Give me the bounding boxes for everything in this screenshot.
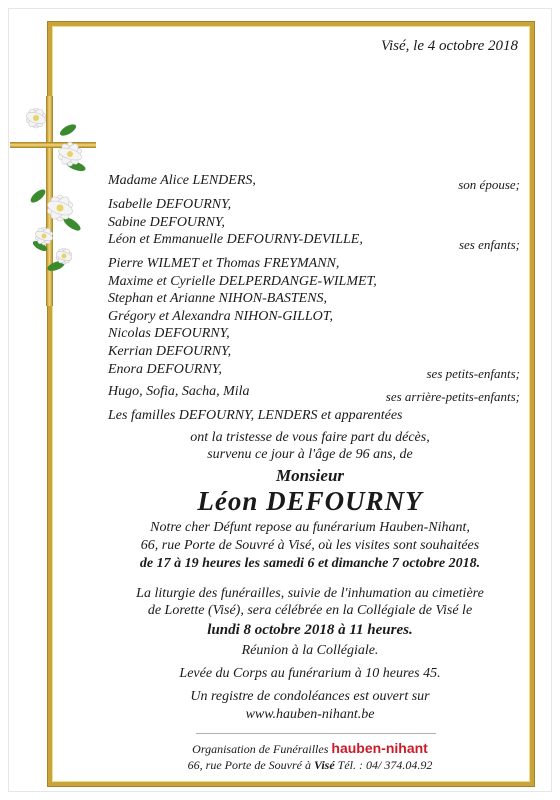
grandchild-name: Pierre WILMET et Thomas FREYMANN,: [108, 256, 340, 271]
cross-with-flowers-icon: [10, 96, 100, 306]
grandchild-name: Stephan et Arianne NIHON-BASTENS,: [108, 291, 328, 307]
child-name: Léon et Emmanuelle DEFOURNY-DEVILLE,: [108, 232, 363, 248]
liturgy-line-2: de Lorette (Visé), sera célébrée en la Collégiale de Visé le: [147, 603, 473, 618]
registry-website-link[interactable]: www.hauben-nihant.be: [245, 707, 375, 722]
announcement-line-2: survenu ce jour à l'âge de 96 ans, de: [207, 447, 413, 462]
grandchildren-list: [108, 255, 377, 378]
great-grandchildren: Hugo, Sofia, Sacha, Mila: [108, 384, 250, 399]
footer-organisation: [30, 740, 560, 757]
levee-line: Levée du Corps au funérarium à 10 heures 45.: [179, 666, 441, 681]
grandchild-name: Nicolas DEFOURNY,: [108, 326, 230, 342]
child-name: Sabine DEFOURNY,: [108, 214, 225, 230]
deceased-name: Léon DEFOURNY: [197, 486, 423, 516]
child-name: Isabelle DEFOURNY,: [108, 197, 232, 212]
great-grandchildren-role: ses arrière-petits-enfants;: [385, 389, 520, 404]
footer-phone: Tél. : 04/ 374.04.92: [337, 758, 433, 772]
liturgy-line-1: La liturgie des funérailles, suivie de l'inhumation au cimetière: [136, 586, 484, 601]
ceremony-datetime: lundi 8 octobre 2018 à 11 heures.: [207, 622, 413, 638]
honorific: Monsieur: [275, 466, 345, 485]
grandchild-name: Maxime et Cyrielle DELPERDANGE-WILMET,: [108, 273, 377, 289]
grandchildren-role: ses petits-enfants;: [426, 366, 520, 381]
meeting-line: Réunion à la Collégiale.: [241, 643, 379, 658]
announcement-line-1: ont la tristesse de vous faire part du décès,: [190, 430, 430, 445]
spouse-name: Madame Alice LENDERS,: [108, 173, 256, 188]
children-role: ses enfants;: [458, 237, 520, 252]
families-line: Les familles DEFOURNY, LENDERS et apparentées: [108, 408, 403, 423]
footer-divider: [196, 733, 436, 734]
brand-logo-text: hauben-nihant: [331, 740, 428, 756]
spouse-role: son épouse;: [458, 177, 520, 192]
grandchild-name: Kerrian DEFOURNY,: [108, 343, 232, 359]
date-line: Visé, le 4 octobre 2018: [380, 38, 518, 54]
children-list: [108, 196, 363, 249]
registry-line-1: Un registre de condoléances est ouvert sur: [190, 689, 430, 704]
grandchild-name: Grégory et Alexandra NIHON-GILLOT,: [108, 308, 334, 324]
footer-org-prefix: Organisation de Funérailles: [192, 742, 329, 756]
grandchild-name: Enora DEFOURNY,: [108, 361, 222, 377]
visit-hours: de 17 à 19 heures les samedi 6 et dimanche 7 octobre 2018.: [139, 556, 481, 571]
footer-city: Visé: [313, 758, 335, 772]
rest-line-1: Notre cher Défunt repose au funérarium Hauben-Nihant,: [150, 520, 470, 535]
footer-address-prefix: 66, rue Porte de Souvré à: [187, 758, 311, 772]
rest-line-2: 66, rue Porte de Souvré à Visé, où les visites sont souhaitées: [140, 538, 480, 553]
footer-address: [30, 758, 560, 773]
